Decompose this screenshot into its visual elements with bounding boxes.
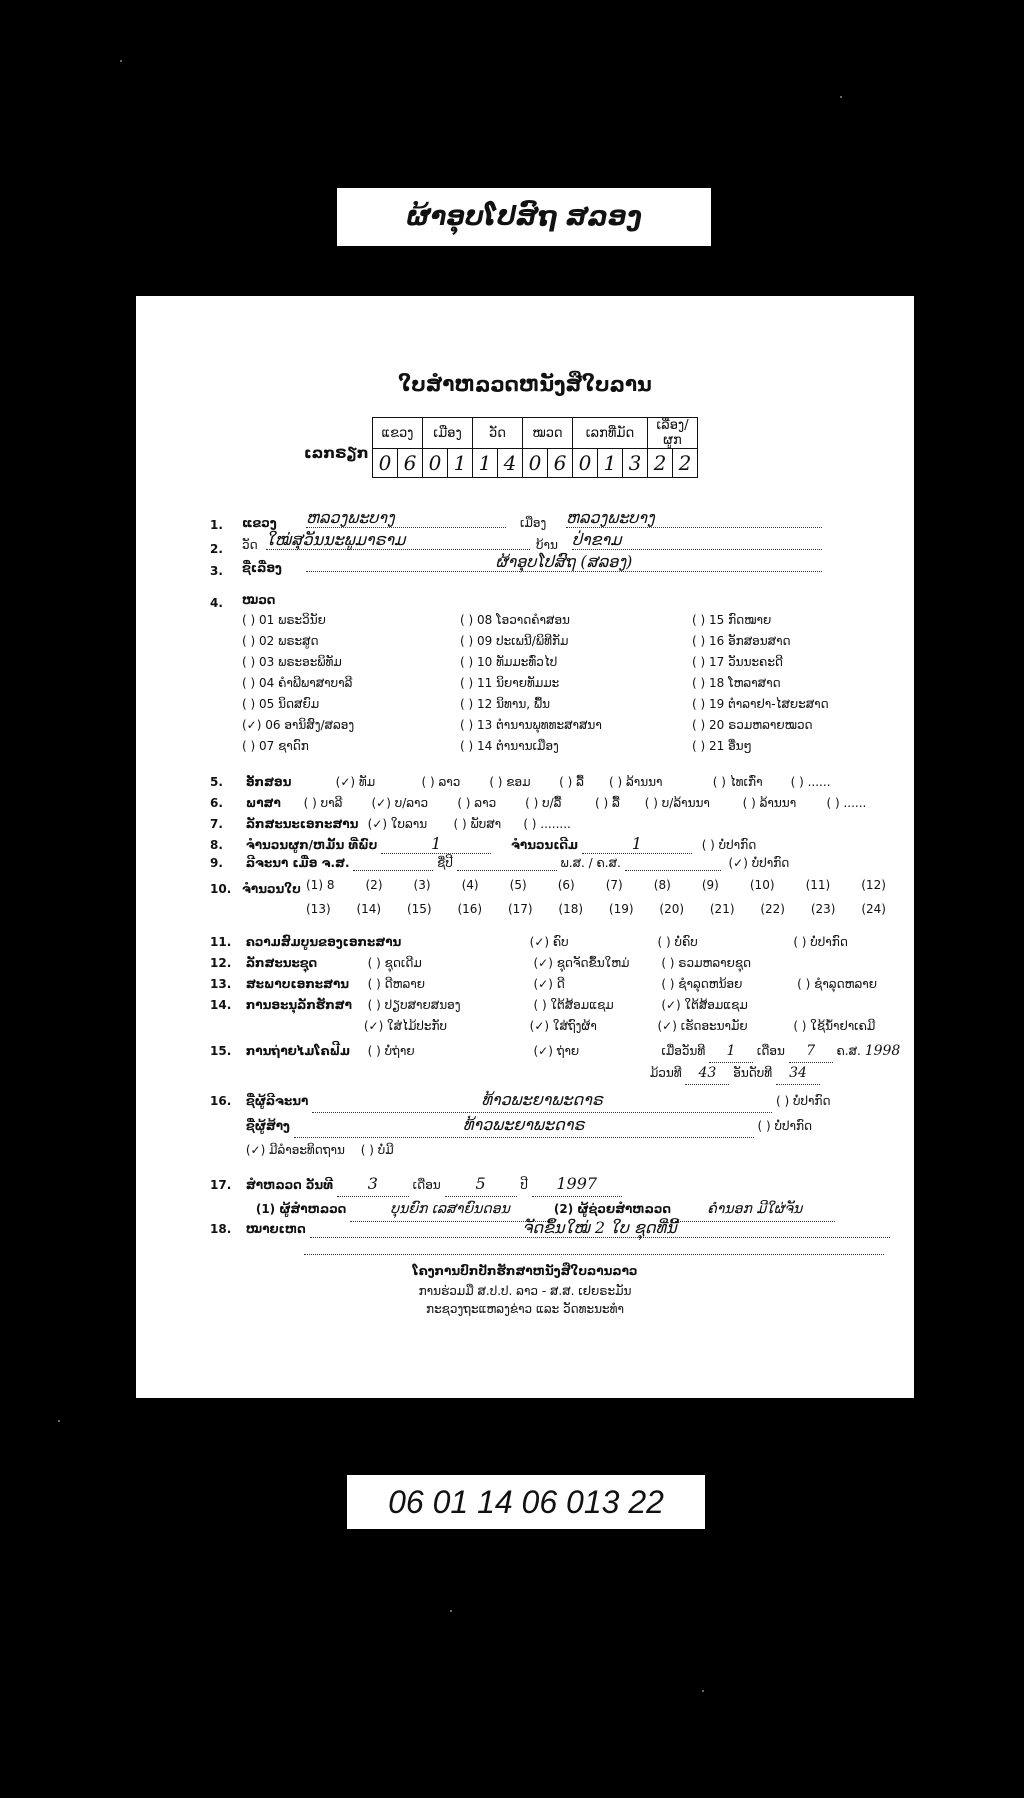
fields-5-7 [210, 772, 866, 835]
field-16-copyist-option[interactable]: ( ) ບໍ່ປາກົດ [757, 1119, 813, 1133]
field-row-13 [210, 974, 900, 995]
registry-digit: 2 [673, 449, 698, 478]
language-option[interactable]: ( ) ...... [826, 796, 867, 810]
set-type-option[interactable]: (✓) ຊຸດຈັດຂຶ້ນໃຫມ່ [533, 956, 630, 970]
category-option[interactable]: ( ) 19 ຕຳລາຢາ-ໄສຍະສາດ [692, 697, 829, 711]
dedication-option-yes[interactable]: (✓) ມີລຳອະທິດຖານ [245, 1143, 345, 1157]
f15-date-when-label: ເມື່ອວັນທີ [661, 1044, 706, 1058]
conservation-option[interactable]: (✓) ໃສ່ຖົງຜ້າ [529, 1019, 597, 1033]
field-8-original-label: ຈຳນວນເດີມ [511, 838, 579, 852]
category-option[interactable]: ( ) 08 ໂອວາດຄຳສອນ [460, 613, 570, 627]
field-8-label: ຈຳນວນຜູກ/ຫມັ້ນ ທີ່ພົບ [245, 838, 378, 852]
f15-date-year-label: ຄ.ສ. [836, 1044, 861, 1058]
completeness-option[interactable]: ( ) ບໍ່ປາກົດ [793, 935, 848, 949]
leaf-count-cell: (20) [659, 902, 685, 916]
field-17-year-label: ປີ [520, 1178, 528, 1192]
field-row-15b [210, 1063, 900, 1085]
category-option[interactable]: ( ) 15 ກົດໝາຍ [692, 613, 772, 627]
footer-cooperation: ການຮ່ວມມື ສ.ປ.ປ. ລາວ - ສ.ສ. ເຢຍຣະມັນ [418, 1284, 632, 1298]
script-option[interactable]: ( ) ລ້ານນາ [608, 775, 663, 789]
f15-date-day: 1 [709, 1041, 753, 1063]
field-8-value: 1 [381, 834, 491, 854]
field-18-label: ໝາຍເຫດ [245, 1222, 306, 1236]
script-option[interactable]: ( ) ລື້ [559, 775, 584, 789]
leaf-count-cell: (4) [461, 878, 479, 892]
film-speck [120, 60, 122, 62]
field-5-number: 5. [210, 775, 223, 789]
field-row-14 [210, 995, 900, 1016]
assistant-surveyor-value: ຄຳນອກ ມີໃຜ່ຈັນ [675, 1197, 835, 1222]
conservation-option[interactable]: ( ) ໃຕ້ສ້ອມແຊມ [533, 998, 614, 1012]
field-5-label: ອັກສອນ [245, 775, 292, 789]
document-type-option[interactable]: ( ) ພັບສາ [453, 817, 502, 831]
leaf-count-cell: (15) [406, 902, 432, 916]
conservation-option[interactable]: (✓) ໃຕ້ສ້ອມແຊມ [661, 998, 748, 1012]
language-option[interactable]: ( ) ບາລີ [303, 796, 343, 810]
registry-header-temple: ວັດ [473, 418, 523, 449]
category-option[interactable]: ( ) 03 ພຣະອະພິທັມ [242, 655, 342, 669]
category-column-2 [460, 610, 602, 757]
field-6-number: 6. [210, 796, 223, 810]
field-9-be-label: ພ.ສ. / ຄ.ສ. [560, 856, 621, 870]
field-18-extra-line [304, 1240, 884, 1255]
field-9-year-name-blank [457, 856, 557, 871]
language-option[interactable]: ( ) ລ້ານນາ [742, 796, 797, 810]
registry-table [372, 417, 698, 478]
category-option[interactable]: ( ) 01 ພຣະວິນັຍ [242, 613, 326, 627]
field-13-label: ສະພາບເອກະສານ [245, 977, 350, 991]
surveyor-value: ບຸນຍົກ ເລສາຍົນດອນ [350, 1197, 550, 1222]
registry-digit: 0 [373, 449, 398, 478]
leaf-count-cell: (6) [557, 878, 575, 892]
category-option[interactable]: ( ) 04 ຄຳພີພາສາບາລີ [242, 676, 353, 690]
field-6-label: ພາສາ [245, 796, 281, 810]
field-14-label: ການອະນຸລັກຮັກສາ [245, 998, 352, 1012]
field-17-month-label: ເດືອນ [412, 1178, 441, 1192]
field-4-number: 4. [210, 596, 223, 610]
field-7-number: 7. [210, 817, 223, 831]
condition-option[interactable]: ( ) ຊຳລຸດຫນ້ອຍ [661, 977, 743, 991]
film-speck [450, 1610, 452, 1612]
field-row-5 [210, 772, 866, 793]
leaf-count-cell: (8) [653, 878, 671, 892]
leaf-count-cell: (10) [749, 878, 775, 892]
field-16-author-value: ທ້າວພະຍາພະດາຣ [312, 1088, 772, 1113]
field-row-6 [210, 793, 866, 814]
category-option[interactable]: ( ) 07 ຊາດົກ [242, 739, 309, 753]
set-type-option[interactable]: ( ) ຊຸດເດີມ [367, 956, 422, 970]
leaf-count-row-2 [306, 902, 886, 916]
language-option[interactable]: ( ) ລື້ [594, 796, 620, 810]
field-12-label: ລັກສະນະຊຸດ [245, 956, 318, 970]
category-column-3 [692, 610, 829, 757]
registry-digit: 1 [598, 449, 623, 478]
registry-digit: 0 [423, 449, 448, 478]
f15-date-year: 1998 [864, 1043, 901, 1059]
registry-header-bundle: ເລກທີ່ມັດ [573, 418, 648, 449]
field-16-dedication-row [210, 1138, 831, 1162]
registry-header-district: ເມືອງ [423, 418, 473, 449]
film-speck [702, 1690, 704, 1692]
language-option[interactable]: ( ) ບ/ລື້ [525, 796, 562, 810]
category-option[interactable]: (✓) 06 ອານິສົງ/ສລອງ [242, 718, 355, 732]
fields-11-15 [210, 932, 900, 1085]
field-2-value: ໃໝ່ສຸວັນນະພູມາຣາມ [266, 530, 530, 550]
registry-digit: 2 [648, 449, 673, 478]
condition-option[interactable]: (✓) ດີ [533, 977, 565, 991]
field-row-12 [210, 953, 900, 974]
language-option[interactable]: (✓) ບ/ລາວ [371, 796, 429, 810]
field-17-day: 3 [337, 1172, 409, 1197]
registry-header-category: ໝວດ [523, 418, 573, 449]
field-16-author-option[interactable]: ( ) ບໍ່ປາກົດ [775, 1094, 831, 1108]
field-9-year-name-label: ຊື່ປີ [437, 856, 453, 870]
film-speck [840, 96, 842, 98]
registry-digit-row [373, 449, 698, 478]
category-option[interactable]: ( ) 20 ຣວມຫລາຍໝວດ [692, 718, 813, 732]
leaf-count-cell: (14) [356, 902, 382, 916]
field-2b-value: ປ່າຂາມ [572, 530, 822, 550]
category-option[interactable]: ( ) 16 ອັກສອນສາດ [692, 634, 791, 648]
leaf-count-cell: (24) [861, 902, 886, 916]
category-option[interactable]: ( ) 18 ໂຫລາສາດ [692, 676, 781, 690]
field-16-author-label: ຊື່ຜູ້ລີຈະນາ [245, 1094, 309, 1108]
registry-header-title: ເລື່ອງ/ຜູກ [648, 418, 698, 449]
script-option[interactable]: ( ) ...... [790, 775, 831, 789]
field-15-label: ການຖ່າຍໄມໂຄຟີມ [245, 1044, 351, 1058]
script-option[interactable]: ( ) ລາວ [421, 775, 461, 789]
category-column-1 [242, 610, 354, 757]
conservation-option[interactable]: (✓) ໃສ່ໄມ້ປະກັບ [363, 1019, 448, 1033]
f15-order-label: ອັນດັບທີ [733, 1066, 773, 1080]
registry-header-province: ແຂວງ [373, 418, 423, 449]
field-9-row [210, 856, 789, 871]
completeness-option[interactable]: (✓) ຄົບ [529, 935, 569, 949]
f15-date-month: 7 [789, 1041, 833, 1063]
script-option[interactable]: (✓) ທັມ [335, 775, 376, 789]
field-1b-label: ເມືອງ [520, 516, 547, 530]
category-option[interactable]: ( ) 12 ນິທານ, ພື້ນ [460, 697, 550, 711]
form-title: ໃບສໍາຫລວດຫນັງສືໃບລານ [398, 372, 652, 396]
field-2-label: ວັດ [242, 538, 258, 552]
field-row-14b [210, 1016, 900, 1037]
field-1-number: 1. [210, 518, 223, 532]
conservation-option[interactable]: (✓) ເຮັດອະນາມັຍ [657, 1019, 748, 1033]
conservation-option[interactable]: ( ) ປຽບສາຍສນອງ [367, 998, 461, 1012]
field-13-number: 13. [210, 977, 232, 991]
category-option[interactable]: ( ) 11 ນິຍາຍທັມມະ [460, 676, 560, 690]
leaf-count-cell: (5) [509, 878, 527, 892]
field-17-month: 5 [445, 1172, 517, 1197]
assistant-surveyor-label: (2) ຜູ້ຊ່ວຍສຳຫລວດ [553, 1202, 671, 1216]
field-row-7 [210, 814, 866, 835]
field-4-label: ໝວດ [242, 593, 276, 607]
footer-ministry: ກະຊວງຖະແຫລງຂ່າວ ແລະ ວັດທະນະທຳ [426, 1302, 624, 1316]
category-option[interactable]: ( ) 21 ອື່ນໆ [692, 739, 752, 753]
field-row-15 [210, 1041, 900, 1063]
field-16 [210, 1088, 831, 1162]
leaf-count-cell: (12) [861, 878, 886, 892]
field-1-label: ແຂວງ [242, 516, 277, 530]
condition-option[interactable]: ( ) ດີຫລາຍ [367, 977, 426, 991]
registry-digit: 1 [473, 449, 498, 478]
leaf-count-cell: (19) [608, 902, 634, 916]
survey-form-sheet [136, 296, 914, 1398]
field-1-value: ຫລວງພະບາງ [306, 508, 506, 528]
f15-reel-label: ມ້ວນທີ [649, 1066, 682, 1080]
field-16-number: 16. [210, 1094, 232, 1108]
field-16-copyist-label: ຊື່ຜູ້ສ້າງ [245, 1119, 290, 1133]
registry-label: ເລກຣຽກ [304, 444, 369, 462]
f15-reel-value: 43 [685, 1063, 729, 1085]
language-option[interactable]: ( ) ບ/ລ້ານນາ [644, 796, 710, 810]
category-option[interactable]: ( ) 05 ນິດສຍົມ [242, 697, 320, 711]
field-3-label: ຊື່ເລື່ອງ [242, 561, 282, 575]
field-row-11 [210, 932, 900, 953]
script-option[interactable]: ( ) ໄທເກົ່າ [712, 775, 763, 789]
registry-digit: 3 [623, 449, 648, 478]
field-2-number: 2. [210, 542, 223, 556]
footer-project: ໂຄງການປົກປັກຮັກສາຫນັງສືໃບລານລາວ [412, 1264, 638, 1278]
field-14-number: 14. [210, 998, 232, 1012]
completeness-option[interactable]: ( ) ບໍ່ຄົບ [657, 935, 698, 949]
document-type-option[interactable]: ( ) ........ [523, 817, 571, 831]
surveyor-label: (1) ຜູ້ສຳຫລວດ [255, 1202, 347, 1216]
category-option[interactable]: ( ) 17 ວັນນະຄະດີ [692, 655, 783, 669]
field-9-option[interactable]: (✓) ບໍ່ປາກົດ [728, 856, 790, 870]
field-8-original-value: 1 [582, 834, 692, 854]
field-18-row [210, 1218, 890, 1238]
leaf-count-cell: (22) [760, 902, 785, 916]
bottom-registry-label: 06 01 14 06 013 22 [347, 1475, 705, 1529]
leaf-count-cell: (3) [413, 878, 431, 892]
leaf-count-cell: (21) [709, 902, 735, 916]
field-8-row [210, 834, 756, 854]
leaf-count-cell: (18) [558, 902, 584, 916]
field-8-number: 8. [210, 838, 223, 852]
registry-digit: 4 [498, 449, 523, 478]
field-9-label: ລີຈະນາ ເມື່ອ ຈ.ສ. [245, 856, 350, 870]
field-17-number: 17. [210, 1178, 232, 1192]
registry-digit: 6 [548, 449, 573, 478]
condition-option[interactable]: ( ) ຊຳລຸດຫລາຍ [797, 977, 877, 991]
field-16-copyist-value: ທ້າວພະຍາພະດາຣ [294, 1113, 754, 1138]
field-18-number: 18. [210, 1222, 232, 1236]
leaf-count-cell: (23) [810, 902, 836, 916]
field-8-option[interactable]: ( ) ບໍ່ປາກົດ [701, 838, 757, 852]
field-7-label: ລັກສະນະເອກະສານ [245, 817, 359, 831]
field-2b-label: ບ້ານ [536, 538, 558, 552]
leaf-count-row-1 [306, 878, 886, 892]
field-11-label: ຄວາມສົມບູນຂອງເອກະສານ [245, 935, 402, 949]
registry-digit: 0 [523, 449, 548, 478]
field-12-number: 12. [210, 956, 232, 970]
leaf-count-cell: (17) [507, 902, 533, 916]
leaf-count-cell: (2) [365, 878, 383, 892]
field-18-value: ຈັດຂຶ້ນໃໝ່ 2 ໃບ ຊຸດທີ່ນີ້ [310, 1218, 890, 1238]
leaf-count-cell: (9) [701, 878, 719, 892]
field-17 [210, 1172, 835, 1222]
field-17-label: ສຳຫລວດ ວັນທີ [245, 1178, 334, 1192]
field-17-year: 1997 [532, 1172, 622, 1197]
category-option[interactable]: ( ) 14 ຕຳນານເມືອງ [460, 739, 559, 753]
field-9-era-blank [353, 856, 433, 871]
dedication-option-no[interactable]: ( ) ບໍ່ມີ [360, 1143, 394, 1157]
field-9-number: 9. [210, 856, 223, 870]
registry-digit: 6 [398, 449, 423, 478]
leaf-count-cell: (7) [605, 878, 623, 892]
leaf-count-cell: (16) [457, 902, 483, 916]
leaf-count-cell: (1) 8 [306, 878, 335, 892]
field-17-date-row [210, 1172, 835, 1197]
microfilm-option[interactable]: ( ) ບໍ່ຖ່າຍ [367, 1044, 415, 1058]
leaf-count-cell: (13) [306, 902, 331, 916]
registry-digit: 1 [448, 449, 473, 478]
f15-order-value: 34 [776, 1063, 820, 1085]
registry-digit: 0 [573, 449, 598, 478]
film-speck [58, 1420, 60, 1422]
microfilm-option[interactable]: (✓) ຖ່າຍ [533, 1044, 580, 1058]
language-option[interactable]: ( ) ລາວ [457, 796, 497, 810]
category-option[interactable]: ( ) 09 ປະເພນີ/ພິທີກັມ [460, 634, 569, 648]
set-type-option[interactable]: ( ) ຣວມຫລາຍຊຸດ [661, 956, 752, 970]
field-15-number: 15. [210, 1044, 232, 1058]
top-title-label: ຜ້າອຸບໂປສົຖ ສລອງ [337, 188, 711, 246]
category-option[interactable]: ( ) 13 ຕຳນານພຸທທະສາສນາ [460, 718, 602, 732]
field-3-number: 3. [210, 564, 223, 578]
field-1b-value: ຫລວງພະບາງ [566, 508, 822, 528]
script-option[interactable]: ( ) ຂອມ [489, 775, 531, 789]
field-16-author-row [210, 1088, 831, 1113]
field-3-value: ຜ້າອຸບໂປສົຖ (ສລອງ) [306, 552, 822, 572]
leaf-count-cell: (11) [805, 878, 831, 892]
field-10-number: 10. [210, 882, 232, 896]
field-11-number: 11. [210, 935, 232, 949]
field-9-be-blank [625, 856, 721, 871]
field-16-copyist-row [210, 1113, 831, 1138]
conservation-option[interactable]: ( ) ໃຊ້ນ້ຳຢາເຄມີ [793, 1019, 876, 1033]
category-option[interactable]: ( ) 10 ທັມມະທົ່ວໄປ [460, 655, 558, 669]
registry-header-row [373, 418, 698, 449]
f15-date-month-label: ເດືອນ [756, 1044, 785, 1058]
field-10-label: ຈຳນວນໃບ [242, 882, 301, 896]
category-option[interactable]: ( ) 02 ພຣະສູດ [242, 634, 319, 648]
document-type-option[interactable]: (✓) ໃບລານ [367, 817, 428, 831]
